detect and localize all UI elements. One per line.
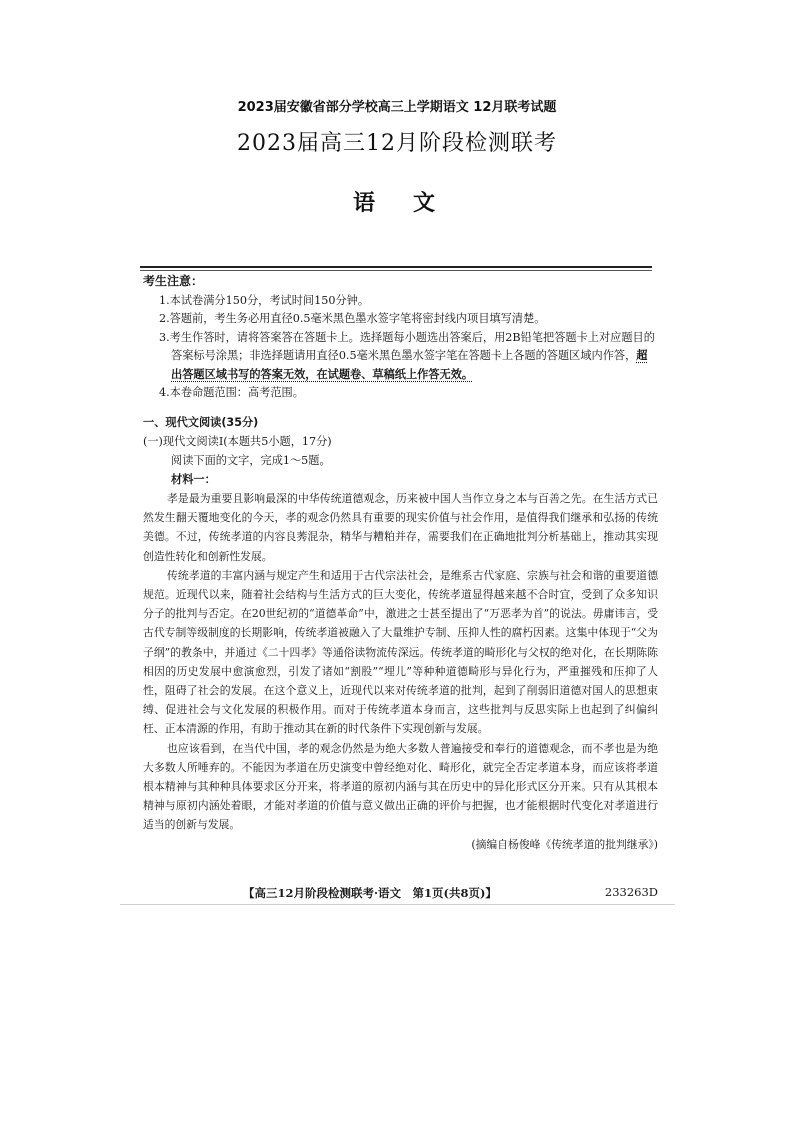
notice-title: 考生注意： [143,274,204,288]
paragraph-1: 孝是最为重要且影响最深的中华传统道德观念，历来被中国人当作立身之本与百善之先。在生活方式已然发生翻天覆地变化的今天，孝的观念仍然具有重要的现实价值与社会作用，是值得我们继承和弘扬的传统美德。不过，传统孝道的内容良莠混杂，精华与糟粕并存，需要我们在正确地批判分析基础上，推动其实现创造性转化和创新性发展。 [143,492,658,563]
paragraph-3: 也应该看到，在当代中国，孝的观念仍然是为绝大多数人普遍接受和奉行的道德观念，而不孝也是为绝大多数人所唾弃的。不能因为孝道在历史演变中曾经绝对化、畸形化，就完全否定孝道本身，而应该将孝道根本精神与其种种具体要求区分开来，将孝道的原初内涵与其在历史中的异化形式区分开来。只有从其根本精神与原初内涵处着眼，才能对孝道的价值与意义做出正确的评价与把握，也才能根据时代变化对孝道进行适当的创新与发展。 [143,741,658,832]
exam-title: 2023届高三12月阶段检测联考 [237,131,557,156]
notice-item-2: 2.答题前，考生务必用直径0.5毫米黑色墨水签字笔将密封线内项目填写清楚。 [159,312,546,325]
footer-page-info: 【高三12月阶段检测联考·语文 第1页(共8页)】 [243,886,497,900]
notice-item-3-text: 3.考生作答时，请将答案答在答题卡上。选择题每小题选出答案后，用2B铅笔把答题卡上对应题目的答案标号涂黑；非选择题请用直径0.5毫米黑色墨水签字笔在答题卡上各题的答题区域内作答， [159,330,655,362]
notice-item-1: 1.本试卷满分150分，考试时间150分钟。 [159,293,370,307]
header-rule-thin [140,270,652,271]
instruction: 阅读下面的文字，完成1～5题。 [171,454,331,467]
footer-code: 233263D [604,885,658,899]
candidate-notice [143,272,658,403]
material-label: 材料一： [171,473,216,486]
document-title: 2023届安徽省部分学校高三上学期语文 12月联考试题 [237,100,557,115]
notice-item-3-emphasis: 超出答题区域书写的答案无效，在试题卷、草稿纸上作答无效。 [171,349,648,381]
notice-item-3 [143,329,658,385]
notice-item-4: 4.本卷命题范围：高考范围。 [159,386,304,399]
subject-char-1: 语 [352,190,381,216]
subject-title [0,186,794,217]
source-citation: (摘编自杨俊峰《传统孝道的批判继承》) [471,837,658,851]
sub-heading: (一)现代文阅读Ⅰ(本题共5小题，17分) [143,435,332,448]
reading-section [143,413,658,854]
paragraph-2: 传统孝道的丰富内涵与规定产生和适用于古代宗法社会，是维系古代家庭、宗族与社会和谐的重要道德规范。近现代以来，随着社会结构与生活方式的巨大变化，传统孝道显得越来越不合时宜，受到了众多知识分子的批判与否定。在20世纪初的“道德革命”中，激进之士甚至提出了“万恶孝为首”的说法。毋庸讳言，受古代专制等级制度的长期影响，传统孝道被融入了大量维护专制、压抑人性的腐朽因素。这集中体现于“父为子纲”的教条中，并通过《二十四孝》等通俗读物流传深远。传统孝道的畸形化与父权的绝对化，在长期陈陈相因的历史发展中愈演愈烈，引发了诸如“割股”“埋儿”等种种道德畸形与异化行为，严重摧残和压抑了人性，阻碍了社会的发展。在这个意义上，近现代以来对传统孝道的批判，起到了削弱旧道德对国人的思想束缚、促进社会与文化发展的积极作用。而对于传统孝道本身而言，这些批判与反思实际上也起到了纠偏纠枉、正本清源的作用，有助于推动其在新的时代条件下实现创新与发展。 [143,568,658,736]
header-rule-thick [140,266,652,268]
bottom-rule [120,904,675,905]
section-heading: 一、现代文阅读(35分) [143,416,259,429]
subject-char-2: 文 [413,190,442,216]
